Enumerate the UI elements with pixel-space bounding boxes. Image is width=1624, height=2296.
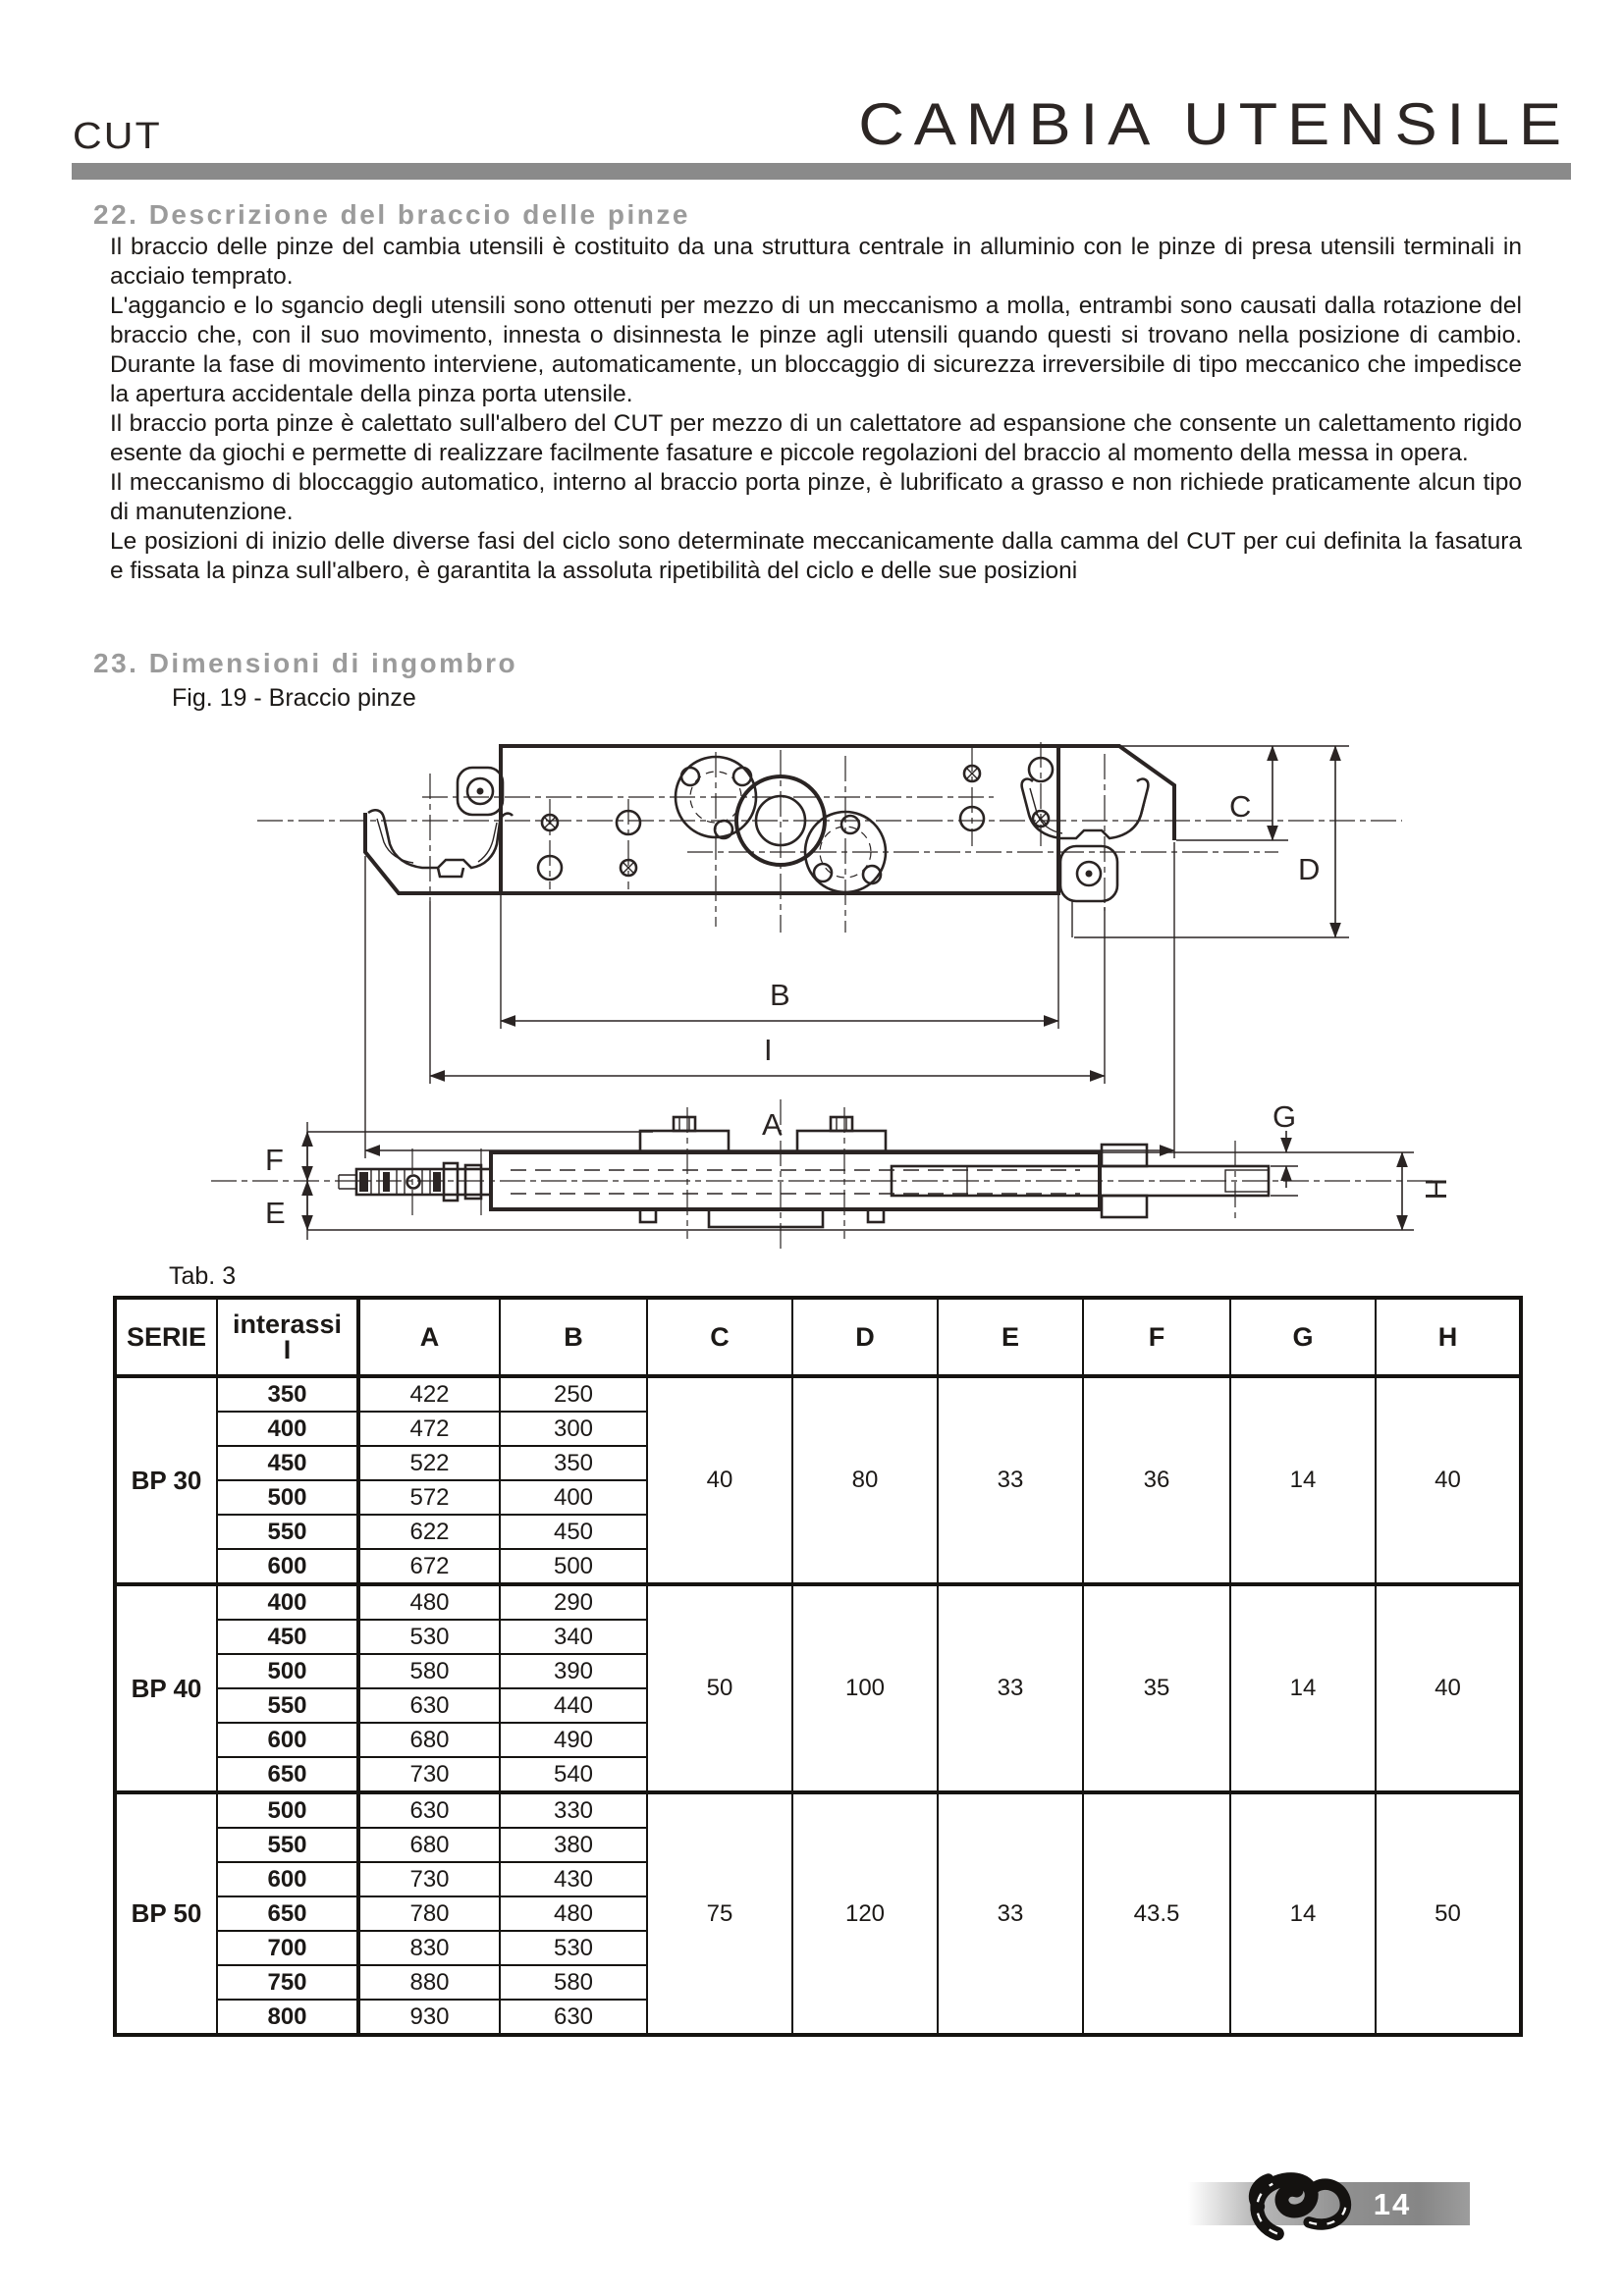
dim-B-cell: 400 (500, 1480, 647, 1515)
interassi-cell: 750 (217, 1965, 358, 2000)
dim-A-cell: 830 (358, 1931, 500, 1965)
dim-C-cell: 50 (647, 1584, 792, 1792)
interassi-cell: 500 (217, 1480, 358, 1515)
col-header-B: B (500, 1298, 647, 1376)
col-header-D: D (792, 1298, 938, 1376)
dim-D-cell: 100 (792, 1584, 938, 1792)
interassi-cell: 450 (217, 1446, 358, 1480)
section-22-body (110, 233, 1522, 586)
dim-F-cell: 36 (1083, 1376, 1230, 1584)
dim-A-cell: 730 (358, 1862, 500, 1896)
col-header-G: G (1230, 1298, 1376, 1376)
dim-B-cell: 490 (500, 1723, 647, 1757)
table-row (115, 1792, 1521, 1828)
dim-B-cell: 500 (500, 1549, 647, 1584)
dim-A-cell: 630 (358, 1688, 500, 1723)
top-view (257, 742, 1402, 1158)
dim-B-cell: 350 (500, 1446, 647, 1480)
header-rule-bar (72, 163, 1571, 180)
dim-A-cell: 522 (358, 1446, 500, 1480)
brand-ribbon-logo (1233, 2150, 1367, 2252)
col-header-interassi-line2: I (283, 1335, 292, 1364)
dim-A-cell: 480 (358, 1584, 500, 1620)
side-view (211, 1099, 1453, 1249)
paragraph: Il braccio porta pinze è calettato sull'albero del CUT per mezzo di un calettatore ad espansione che consente un calettamento rigido esente da giochi e permette di realizzare facilmente fasature e piccole regolazioni del braccio al momento della messa in opera. (110, 410, 1522, 466)
dim-A-cell: 730 (358, 1757, 500, 1792)
table-caption: Tab. 3 (169, 1262, 237, 1290)
dim-B-cell: 340 (500, 1620, 647, 1654)
dim-B-cell: 390 (500, 1654, 647, 1688)
dim-B-cell: 540 (500, 1757, 647, 1792)
table-row (115, 1376, 1521, 1412)
dim-label-E: E (265, 1196, 286, 1230)
dim-label-F: F (265, 1143, 284, 1177)
dim-label-G: G (1272, 1099, 1297, 1134)
interassi-cell: 550 (217, 1828, 358, 1862)
dim-B-cell: 480 (500, 1896, 647, 1931)
dim-B-cell: 290 (500, 1584, 647, 1620)
interassi-cell: 600 (217, 1723, 358, 1757)
dim-A-cell: 580 (358, 1654, 500, 1688)
dim-label-H: H (1419, 1178, 1453, 1201)
dim-A-cell: 472 (358, 1412, 500, 1446)
dim-D-cell: 120 (792, 1792, 938, 2035)
mount-holes-right (960, 758, 1053, 830)
interassi-cell: 350 (217, 1376, 358, 1412)
interassi-cell: 500 (217, 1654, 358, 1688)
dim-A-cell: 622 (358, 1515, 500, 1549)
shaft-clamp-detail (339, 1163, 491, 1201)
dimensions-table-wrapper (113, 1296, 1523, 2037)
interassi-cell: 400 (217, 1412, 358, 1446)
section-22-heading: 22. Descrizione del braccio delle pinze (93, 199, 690, 230)
interassi-cell: 600 (217, 1549, 358, 1584)
col-header-serie: SERIE (115, 1298, 217, 1376)
table-header-row (115, 1298, 1521, 1376)
dimensions-table (113, 1296, 1523, 2037)
dim-F-cell: 35 (1083, 1584, 1230, 1792)
dim-B-cell: 530 (500, 1931, 647, 1965)
dim-F-cell: 43.5 (1083, 1792, 1230, 2035)
interassi-cell: 450 (217, 1620, 358, 1654)
dim-B-cell: 330 (500, 1792, 647, 1828)
technical-drawing-braccio-pinze (0, 707, 1624, 1256)
dim-B-cell: 450 (500, 1515, 647, 1549)
dim-B-cell: 250 (500, 1376, 647, 1412)
dim-C-cell: 40 (647, 1376, 792, 1584)
table-row (115, 1584, 1521, 1620)
dim-label-B: B (770, 978, 790, 1012)
dim-H-cell: 40 (1376, 1584, 1521, 1792)
dim-A-cell: 530 (358, 1620, 500, 1654)
dim-label-C: C (1229, 789, 1252, 824)
col-header-E: E (938, 1298, 1083, 1376)
interassi-cell: 550 (217, 1688, 358, 1723)
col-header-F: F (1083, 1298, 1230, 1376)
paragraph: Le posizioni di inizio delle diverse fasi del ciclo sono determinate meccanicamente dalla camma del CUT per cui definita la fasatura e fissata la pinza sull'albero, è garantita la assoluta ripetibilità del ciclo e delle sue posizioni (110, 528, 1522, 584)
interassi-cell: 800 (217, 2000, 358, 2035)
paragraph: L'aggancio e lo sgancio degli utensili sono ottenuti per mezzo di un meccanismo a molla, entrambi sono causati dalla rotazione del braccio che, con il suo movimento, innesta o disinnesta le pinze agli utensili quando questi si trovano nella posizione di cambio. Durante la fase di movimento interviene, automaticamente, un bloccaggio di sicurezza irreversibile di tipo meccanico che impedisce la apertura accidentale della pinza porta utensile. (110, 293, 1522, 407)
col-header-interassi (217, 1298, 358, 1376)
serie-cell: BP 50 (115, 1792, 217, 2035)
dim-H-cell: 40 (1376, 1376, 1521, 1584)
dim-A-cell: 572 (358, 1480, 500, 1515)
page-title: CAMBIA UTENSILE (858, 91, 1571, 157)
interassi-cell: 600 (217, 1862, 358, 1896)
dim-C-cell: 75 (647, 1792, 792, 2035)
dim-G-cell: 14 (1230, 1584, 1376, 1792)
dim-A-cell: 880 (358, 1965, 500, 2000)
interassi-cell: 650 (217, 1757, 358, 1792)
col-header-interassi-line1: interassi (232, 1309, 343, 1339)
dim-A-cell: 680 (358, 1828, 500, 1862)
dim-G-cell: 14 (1230, 1792, 1376, 2035)
col-header-A: A (358, 1298, 500, 1376)
dim-table-body (115, 1376, 1521, 2035)
dimension-lines-top-view (365, 746, 1335, 1150)
dim-label-D: D (1298, 852, 1321, 886)
interassi-cell: 650 (217, 1896, 358, 1931)
paragraph: Il meccanismo di bloccaggio automatico, interno al braccio porta pinze, è lubrificato a grasso e non richiede praticamente alcun tipo di manutenzione. (110, 469, 1522, 525)
dim-A-cell: 930 (358, 2000, 500, 2035)
dim-A-cell: 630 (358, 1792, 500, 1828)
paragraph: Il braccio delle pinze del cambia utensili è costituito da una struttura centrale in alluminio con le pinze di presa utensili terminali in acciaio temprato. (110, 234, 1522, 290)
interassi-cell: 500 (217, 1792, 358, 1828)
dim-A-cell: 780 (358, 1896, 500, 1931)
dim-B-cell: 580 (500, 1965, 647, 2000)
dim-A-cell: 422 (358, 1376, 500, 1412)
col-header-C: C (647, 1298, 792, 1376)
dim-E-cell: 33 (938, 1584, 1083, 1792)
interassi-cell: 400 (217, 1584, 358, 1620)
section-23-heading: 23. Dimensioni di ingombro (93, 648, 518, 678)
dim-A-cell: 672 (358, 1549, 500, 1584)
arm-body-outline (501, 746, 1058, 893)
serie-cell: BP 40 (115, 1584, 217, 1792)
figure-caption: Fig. 19 - Braccio pinze (172, 684, 416, 712)
dim-label-A: A (762, 1107, 783, 1142)
dim-H-cell: 50 (1376, 1792, 1521, 2035)
dim-B-cell: 440 (500, 1688, 647, 1723)
dim-G-cell: 14 (1230, 1376, 1376, 1584)
dim-E-cell: 33 (938, 1792, 1083, 2035)
col-header-H: H (1376, 1298, 1521, 1376)
serie-cell: BP 30 (115, 1376, 217, 1584)
interassi-cell: 550 (217, 1515, 358, 1549)
interassi-cell: 700 (217, 1931, 358, 1965)
dim-B-cell: 630 (500, 2000, 647, 2035)
dim-B-cell: 430 (500, 1862, 647, 1896)
dim-D-cell: 80 (792, 1376, 938, 1584)
left-gripper-claw (365, 810, 513, 893)
dim-label-I: I (764, 1033, 773, 1067)
dim-E-cell: 33 (938, 1376, 1083, 1584)
right-gripper-claw (1022, 746, 1174, 937)
dim-B-cell: 380 (500, 1828, 647, 1862)
dim-A-cell: 680 (358, 1723, 500, 1757)
page-number: 14 (1373, 2187, 1412, 2221)
dim-B-cell: 300 (500, 1412, 647, 1446)
left-pivot (458, 768, 503, 815)
product-code: CUT (73, 116, 162, 157)
